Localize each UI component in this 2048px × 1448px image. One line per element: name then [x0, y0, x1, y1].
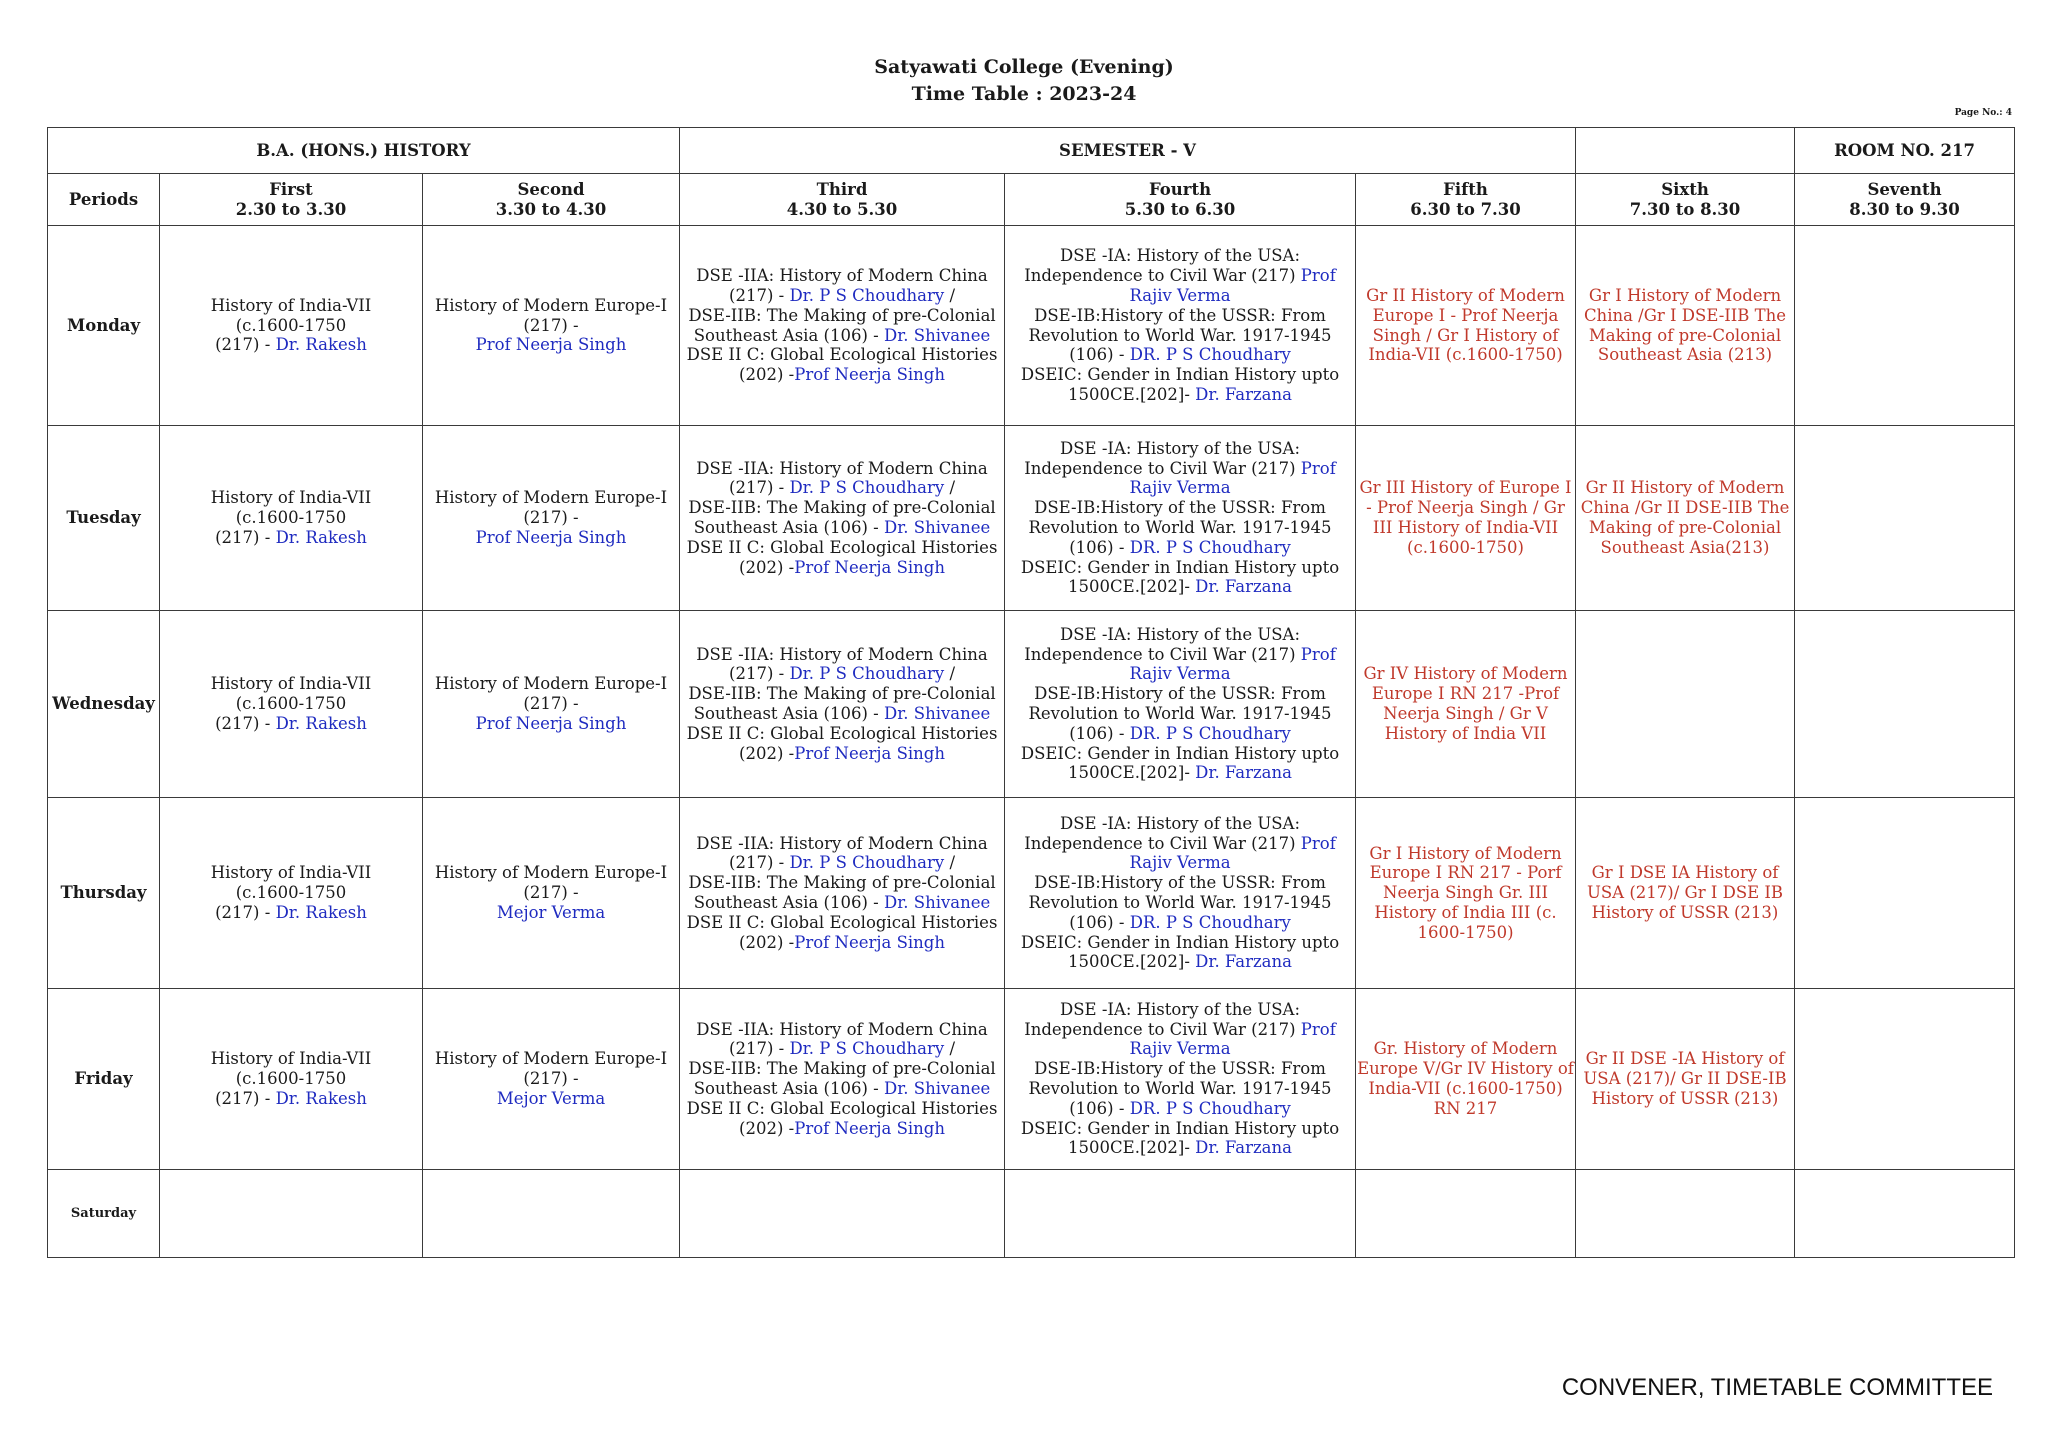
- course-text: DSE -IIA: History of Modern China: [696, 458, 988, 478]
- cell-second: [423, 989, 680, 1170]
- teacher-name: Prof Neerja Singh: [794, 557, 945, 577]
- teacher-name: Dr. P S Choudhary: [789, 853, 945, 873]
- cell-seventh: [1795, 1170, 2015, 1258]
- course-text: [161, 528, 421, 548]
- teacher-name: Prof Rajiv Verma: [1129, 266, 1336, 305]
- course-text: [681, 1039, 1003, 1059]
- course-text: (c.1600-1750: [235, 883, 347, 903]
- period-name: First: [269, 179, 313, 199]
- period-time: 5.30 to 6.30: [1124, 199, 1236, 219]
- room-number: ROOM NO. 217: [1795, 128, 2015, 174]
- page-number: Page No.: 4: [1954, 108, 2012, 118]
- teacher-name: Dr. Shivanee: [883, 1079, 991, 1098]
- room-text: (202) -: [739, 743, 795, 763]
- course-text: DSEIC: Gender in Indian History upto: [1020, 557, 1340, 577]
- day-row-thursday: [48, 798, 2015, 989]
- cell-seventh: [1795, 798, 2015, 989]
- period-name: Second: [517, 179, 585, 199]
- course-text: (c.1600-1750: [235, 508, 347, 528]
- room-text: (217) -: [215, 713, 276, 733]
- period-third: [680, 174, 1005, 226]
- cell-fourth: [1005, 798, 1356, 989]
- course-text: DSE II C: Global Ecological Histories: [686, 723, 998, 743]
- period-time: 6.30 to 7.30: [1410, 199, 1521, 219]
- teacher-name: Dr. Shivanee: [883, 325, 991, 345]
- course-text: [161, 903, 421, 923]
- teacher-name: Prof Neerja Singh: [475, 335, 627, 355]
- cell-fourth: [1005, 1170, 1356, 1258]
- course-text: DSE-IIB: The Making of pre-Colonial: [688, 305, 996, 325]
- day-row-monday: [48, 226, 2015, 426]
- period-second: [423, 174, 680, 226]
- course-text: Revolution to World War. 1917-1945: [1028, 893, 1332, 912]
- period-name: Sixth: [1661, 179, 1709, 199]
- course-text: DSE-IB:History of the USSR: From: [1034, 498, 1326, 518]
- room-text: 1500CE.[202]-: [1068, 1138, 1196, 1158]
- course-text: [681, 326, 1003, 346]
- course-text: [1006, 1020, 1354, 1060]
- teacher-name: Dr. Farzana: [1195, 1138, 1292, 1158]
- teacher-name: Mejor Verma: [496, 1088, 606, 1108]
- cell-first: [160, 989, 423, 1170]
- teacher-name: Dr. Rakesh: [275, 902, 367, 922]
- cell-second: [423, 426, 680, 611]
- period-time: 3.30 to 4.30: [495, 199, 607, 219]
- cell-second: [423, 1170, 680, 1258]
- timetable-title: Time Table : 2023-24: [911, 83, 1137, 105]
- room-text: (202) -: [739, 1118, 795, 1138]
- cell-sixth: [1576, 611, 1795, 798]
- separator-text: /: [944, 664, 956, 684]
- teacher-name: Prof Neerja Singh: [794, 365, 945, 385]
- room-text: (217) -: [523, 508, 579, 528]
- period-name: Seventh: [1867, 179, 1942, 199]
- course-text: (c.1600-1750: [235, 694, 347, 714]
- room-text: 1500CE.[202]-: [1068, 577, 1196, 597]
- room-text: (106) -: [1069, 912, 1130, 932]
- cell-fourth: [1005, 989, 1356, 1170]
- course-text: DSEIC: Gender in Indian History upto: [1020, 932, 1340, 952]
- room-text: (202) -: [739, 932, 795, 952]
- room-text: (217) -: [729, 478, 790, 498]
- room-text: Independence to Civil War (217): [1024, 266, 1301, 286]
- separator-text: /: [944, 1039, 956, 1059]
- cell-first: [160, 226, 423, 426]
- day-name: Saturday: [48, 1170, 160, 1258]
- period-sixth: [1576, 174, 1795, 226]
- room-text: Southeast Asia (106) -: [693, 1079, 884, 1098]
- teacher-name: Prof Rajiv Verma: [1129, 458, 1336, 498]
- course-text: DSE-IB:History of the USSR: From: [1034, 305, 1326, 325]
- course-text: History of India-VII: [210, 488, 372, 508]
- course-text: [681, 286, 1003, 306]
- course-text: DSE-IB:History of the USSR: From: [1034, 1059, 1326, 1079]
- header-empty-cell: [1576, 128, 1795, 174]
- course-text: [1006, 577, 1354, 597]
- teacher-name: Dr. Rakesh: [275, 1088, 367, 1108]
- day-name: Friday: [48, 989, 160, 1170]
- cell-seventh: [1795, 611, 2015, 798]
- periods-label: Periods: [48, 174, 160, 226]
- course-text: DSE II C: Global Ecological Histories: [686, 1098, 998, 1118]
- room-text: Independence to Civil War (217): [1024, 1019, 1301, 1039]
- course-text: History of India-VII: [210, 1049, 372, 1069]
- teacher-name: Dr. Rakesh: [275, 527, 367, 547]
- course-text: [1006, 952, 1354, 972]
- course-text: (c.1600-1750: [235, 1069, 347, 1089]
- course-text: DSEIC: Gender in Indian History upto: [1020, 365, 1340, 385]
- teacher-name: Dr. P S Choudhary: [789, 478, 945, 498]
- college-name: Satyawati College (Evening): [874, 56, 1174, 78]
- cell-third: [680, 226, 1005, 426]
- cell-third: [680, 798, 1005, 989]
- cell-sixth: Gr I History of Modern China /Gr I DSE-IIB The Making of pre-Colonial Southeast Asia (213): [1576, 226, 1795, 426]
- teacher-name: DR. P S Choudhary: [1129, 537, 1291, 557]
- course-text: DSE -IA: History of the USA:: [1060, 438, 1301, 458]
- period-name: Fifth: [1443, 179, 1488, 199]
- course-text: [1006, 1099, 1354, 1119]
- cell-first: [160, 426, 423, 611]
- course-text: [681, 558, 1003, 578]
- course-text: DSE-IB:History of the USSR: From: [1034, 873, 1326, 893]
- teacher-name: DR. P S Choudhary: [1129, 1098, 1291, 1118]
- day-name: Tuesday: [48, 426, 160, 611]
- day-row-saturday: [48, 1170, 2015, 1258]
- cell-fifth: Gr III History of Europe I - Prof Neerja Singh / Gr III History of India-VII (c.1600-1750): [1356, 426, 1576, 611]
- day-row-friday: [48, 989, 2015, 1170]
- cell-sixth: Gr II DSE -IA History of USA (217)/ Gr II DSE-IB History of USSR (213): [1576, 989, 1795, 1170]
- day-row-tuesday: [48, 426, 2015, 611]
- day-row-wednesday: [48, 611, 2015, 798]
- room-text: (106) -: [1069, 723, 1130, 743]
- course-text: [681, 664, 1003, 684]
- room-text: (217) -: [215, 902, 276, 922]
- room-text: (106) -: [1069, 537, 1130, 557]
- room-text: Independence to Civil War (217): [1024, 644, 1301, 664]
- day-name: Thursday: [48, 798, 160, 989]
- course-text: [1006, 724, 1354, 744]
- course-text: History of Modern Europe-I: [434, 674, 668, 694]
- course-text: DSEIC: Gender in Indian History upto: [1020, 743, 1340, 763]
- room-text: (217) -: [523, 883, 579, 903]
- course-text: Revolution to World War. 1917-1945: [1028, 518, 1332, 537]
- separator-text: /: [944, 853, 956, 873]
- period-fifth: [1356, 174, 1576, 226]
- period-fourth: [1005, 174, 1356, 226]
- course-text: [1006, 913, 1354, 933]
- teacher-name: Prof Neerja Singh: [794, 932, 945, 952]
- course-text: [681, 893, 1003, 913]
- course-text: History of Modern Europe-I: [434, 863, 668, 883]
- course-text: [681, 1119, 1003, 1139]
- room-text: 1500CE.[202]-: [1068, 952, 1196, 972]
- cell-fifth: Gr I History of Modern Europe I RN 217 - Porf Neerja Singh Gr. III History of India III (c. 1600-1750): [1356, 798, 1576, 989]
- header-row: [48, 128, 2015, 174]
- cell-third: [680, 611, 1005, 798]
- course-text: DSE -IA: History of the USA:: [1060, 813, 1301, 833]
- room-text: (217) -: [215, 335, 276, 355]
- cell-seventh: [1795, 426, 2015, 611]
- course-text: DSE-IB:History of the USSR: From: [1034, 684, 1326, 704]
- teacher-name: Dr. Rakesh: [275, 713, 367, 733]
- room-text: (106) -: [1069, 345, 1130, 365]
- period-time: 8.30 to 9.30: [1849, 199, 1960, 219]
- teacher-name: Prof Neerja Singh: [475, 713, 627, 733]
- course-text: History of Modern Europe-I: [434, 488, 668, 508]
- room-text: (217) -: [729, 1039, 790, 1059]
- course-text: DSE-IIB: The Making of pre-Colonial: [688, 1059, 996, 1079]
- course-text: DSE II C: Global Ecological Histories: [686, 537, 998, 557]
- cell-sixth: [1576, 1170, 1795, 1258]
- separator-text: /: [944, 478, 956, 498]
- room-text: Southeast Asia (106) -: [693, 704, 884, 723]
- period-time: 2.30 to 3.30: [235, 199, 347, 219]
- course-text: [681, 478, 1003, 498]
- room-text: (217) -: [729, 285, 790, 305]
- course-text: Revolution to World War. 1917-1945: [1028, 704, 1332, 723]
- teacher-name: Dr. P S Choudhary: [789, 1039, 945, 1059]
- teacher-name: Prof Rajiv Verma: [1129, 644, 1336, 684]
- teacher-name: Prof Neerja Singh: [794, 1118, 945, 1138]
- course-text: Revolution to World War. 1917-1945: [1028, 325, 1332, 345]
- room-text: Independence to Civil War (217): [1024, 458, 1301, 478]
- course-text: Revolution to World War. 1917-1945: [1028, 1079, 1332, 1098]
- cell-fifth: Gr. History of Modern Europe V/Gr IV History of India-VII (c.1600-1750) RN 217: [1356, 989, 1576, 1170]
- period-time: 7.30 to 8.30: [1629, 199, 1741, 219]
- teacher-name: Dr. Farzana: [1195, 577, 1292, 597]
- teacher-name: Dr. P S Choudhary: [789, 285, 945, 305]
- room-text: Southeast Asia (106) -: [693, 325, 884, 345]
- cell-seventh: [1795, 989, 2015, 1170]
- course-text: [1006, 1138, 1354, 1158]
- cell-first: [160, 798, 423, 989]
- cell-first: [160, 1170, 423, 1258]
- separator-text: /: [944, 285, 956, 305]
- teacher-name: DR. P S Choudhary: [1129, 723, 1291, 743]
- course-text: [681, 704, 1003, 724]
- course-text: DSE -IA: History of the USA:: [1060, 246, 1301, 266]
- course-text: History of India-VII: [210, 674, 372, 694]
- teacher-name: Dr. Shivanee: [883, 704, 991, 723]
- period-name: Fourth: [1148, 179, 1212, 199]
- room-text: 1500CE.[202]-: [1068, 763, 1196, 783]
- teacher-name: Dr. Farzana: [1195, 763, 1292, 783]
- room-text: Southeast Asia (106) -: [693, 518, 884, 537]
- course-text: [161, 1089, 421, 1109]
- teacher-name: Prof Rajiv Verma: [1129, 1019, 1336, 1059]
- course-text: [1006, 538, 1354, 558]
- course-text: [1006, 385, 1354, 405]
- course-text: [1006, 645, 1354, 685]
- cell-sixth: Gr I DSE IA History of USA (217)/ Gr I DSE IB History of USSR (213): [1576, 798, 1795, 989]
- course-text: DSE -IA: History of the USA:: [1060, 999, 1301, 1019]
- cell-second: [423, 611, 680, 798]
- room-text: (202) -: [739, 365, 795, 385]
- course-text: [681, 933, 1003, 953]
- teacher-name: Prof Rajiv Verma: [1129, 833, 1336, 873]
- teacher-name: DR. P S Choudhary: [1129, 912, 1291, 932]
- room-text: (217) -: [523, 315, 579, 335]
- room-text: (217) -: [523, 694, 579, 714]
- period-time: 4.30 to 5.30: [786, 199, 898, 219]
- course-text: DSE II C: Global Ecological Histories: [686, 912, 998, 932]
- course-text: DSE -IIA: History of Modern China: [696, 266, 988, 286]
- course-text: [681, 365, 1003, 385]
- room-text: 1500CE.[202]-: [1068, 384, 1196, 404]
- course-text: [681, 853, 1003, 873]
- course-text: DSE -IIA: History of Modern China: [696, 644, 988, 664]
- course-text: DSE-IIB: The Making of pre-Colonial: [688, 498, 996, 518]
- course-text: [1006, 834, 1354, 874]
- teacher-name: Mejor Verma: [496, 902, 606, 922]
- cell-fourth: [1005, 426, 1356, 611]
- course-text: [1006, 266, 1354, 306]
- teacher-name: DR. P S Choudhary: [1129, 345, 1291, 365]
- course-name: B.A. (HONS.) HISTORY: [48, 128, 680, 174]
- room-text: (217) -: [729, 664, 790, 684]
- timetable: [47, 127, 2015, 1258]
- teacher-name: Dr. Rakesh: [275, 335, 367, 355]
- course-text: [1006, 763, 1354, 783]
- teacher-name: Prof Neerja Singh: [794, 743, 945, 763]
- period-name: Third: [816, 179, 868, 199]
- course-text: [1006, 345, 1354, 365]
- room-text: (217) -: [729, 853, 790, 873]
- cell-second: [423, 798, 680, 989]
- cell-sixth: Gr II History of Modern China /Gr II DSE-IIB The Making of pre-Colonial Southeast Asia(213): [1576, 426, 1795, 611]
- course-text: DSEIC: Gender in Indian History upto: [1020, 1118, 1340, 1138]
- day-name: Monday: [48, 226, 160, 426]
- cell-fifth: [1356, 1170, 1576, 1258]
- period-first: [160, 174, 423, 226]
- course-text: DSE-IIB: The Making of pre-Colonial: [688, 873, 996, 893]
- cell-seventh: [1795, 226, 2015, 426]
- room-text: (217) -: [215, 1088, 276, 1108]
- room-text: Southeast Asia (106) -: [693, 893, 884, 912]
- teacher-name: Prof Neerja Singh: [475, 527, 627, 547]
- course-text: [1006, 459, 1354, 499]
- teacher-name: Dr. Shivanee: [883, 518, 991, 537]
- room-text: Independence to Civil War (217): [1024, 833, 1301, 853]
- cell-third: [680, 426, 1005, 611]
- teacher-name: Dr. Farzana: [1195, 952, 1292, 972]
- course-text: History of India-VII: [210, 295, 372, 315]
- room-text: (217) -: [523, 1069, 579, 1089]
- cell-second: [423, 226, 680, 426]
- cell-first: [160, 611, 423, 798]
- course-text: History of Modern Europe-I: [434, 1049, 668, 1069]
- course-text: [161, 714, 421, 734]
- cell-fourth: [1005, 226, 1356, 426]
- course-text: History of Modern Europe-I: [434, 295, 668, 315]
- course-text: [161, 335, 421, 355]
- periods-header-row: [48, 174, 2015, 226]
- course-text: [681, 1079, 1003, 1099]
- teacher-name: Dr. P S Choudhary: [789, 664, 945, 684]
- teacher-name: Dr. Shivanee: [883, 893, 991, 912]
- cell-fourth: [1005, 611, 1356, 798]
- room-text: (217) -: [215, 527, 276, 547]
- course-text: [681, 518, 1003, 538]
- course-text: DSE -IIA: History of Modern China: [696, 1019, 988, 1039]
- cell-fifth: Gr II History of Modern Europe I - Prof Neerja Singh / Gr I History of India-VII (c.1600-1750): [1356, 226, 1576, 426]
- room-text: (106) -: [1069, 1098, 1130, 1118]
- room-text: (202) -: [739, 557, 795, 577]
- course-text: DSE-IIB: The Making of pre-Colonial: [688, 684, 996, 704]
- semester-label: SEMESTER - V: [680, 128, 1576, 174]
- cell-third: [680, 989, 1005, 1170]
- day-name: Wednesday: [48, 611, 160, 798]
- course-text: DSE -IA: History of the USA:: [1060, 624, 1301, 644]
- course-text: [681, 744, 1003, 764]
- course-text: DSE II C: Global Ecological Histories: [686, 345, 998, 365]
- course-text: (c.1600-1750: [235, 315, 347, 335]
- cell-fifth: Gr IV History of Modern Europe I RN 217 -Prof Neerja Singh / Gr V History of India VII: [1356, 611, 1576, 798]
- convener-signature: CONVENER, TIMETABLE COMMITTEE: [1561, 1374, 1993, 1401]
- cell-third: [680, 1170, 1005, 1258]
- course-text: History of India-VII: [210, 863, 372, 883]
- teacher-name: Dr. Farzana: [1195, 384, 1292, 404]
- period-seventh: [1795, 174, 2015, 226]
- course-text: DSE -IIA: History of Modern China: [696, 833, 988, 853]
